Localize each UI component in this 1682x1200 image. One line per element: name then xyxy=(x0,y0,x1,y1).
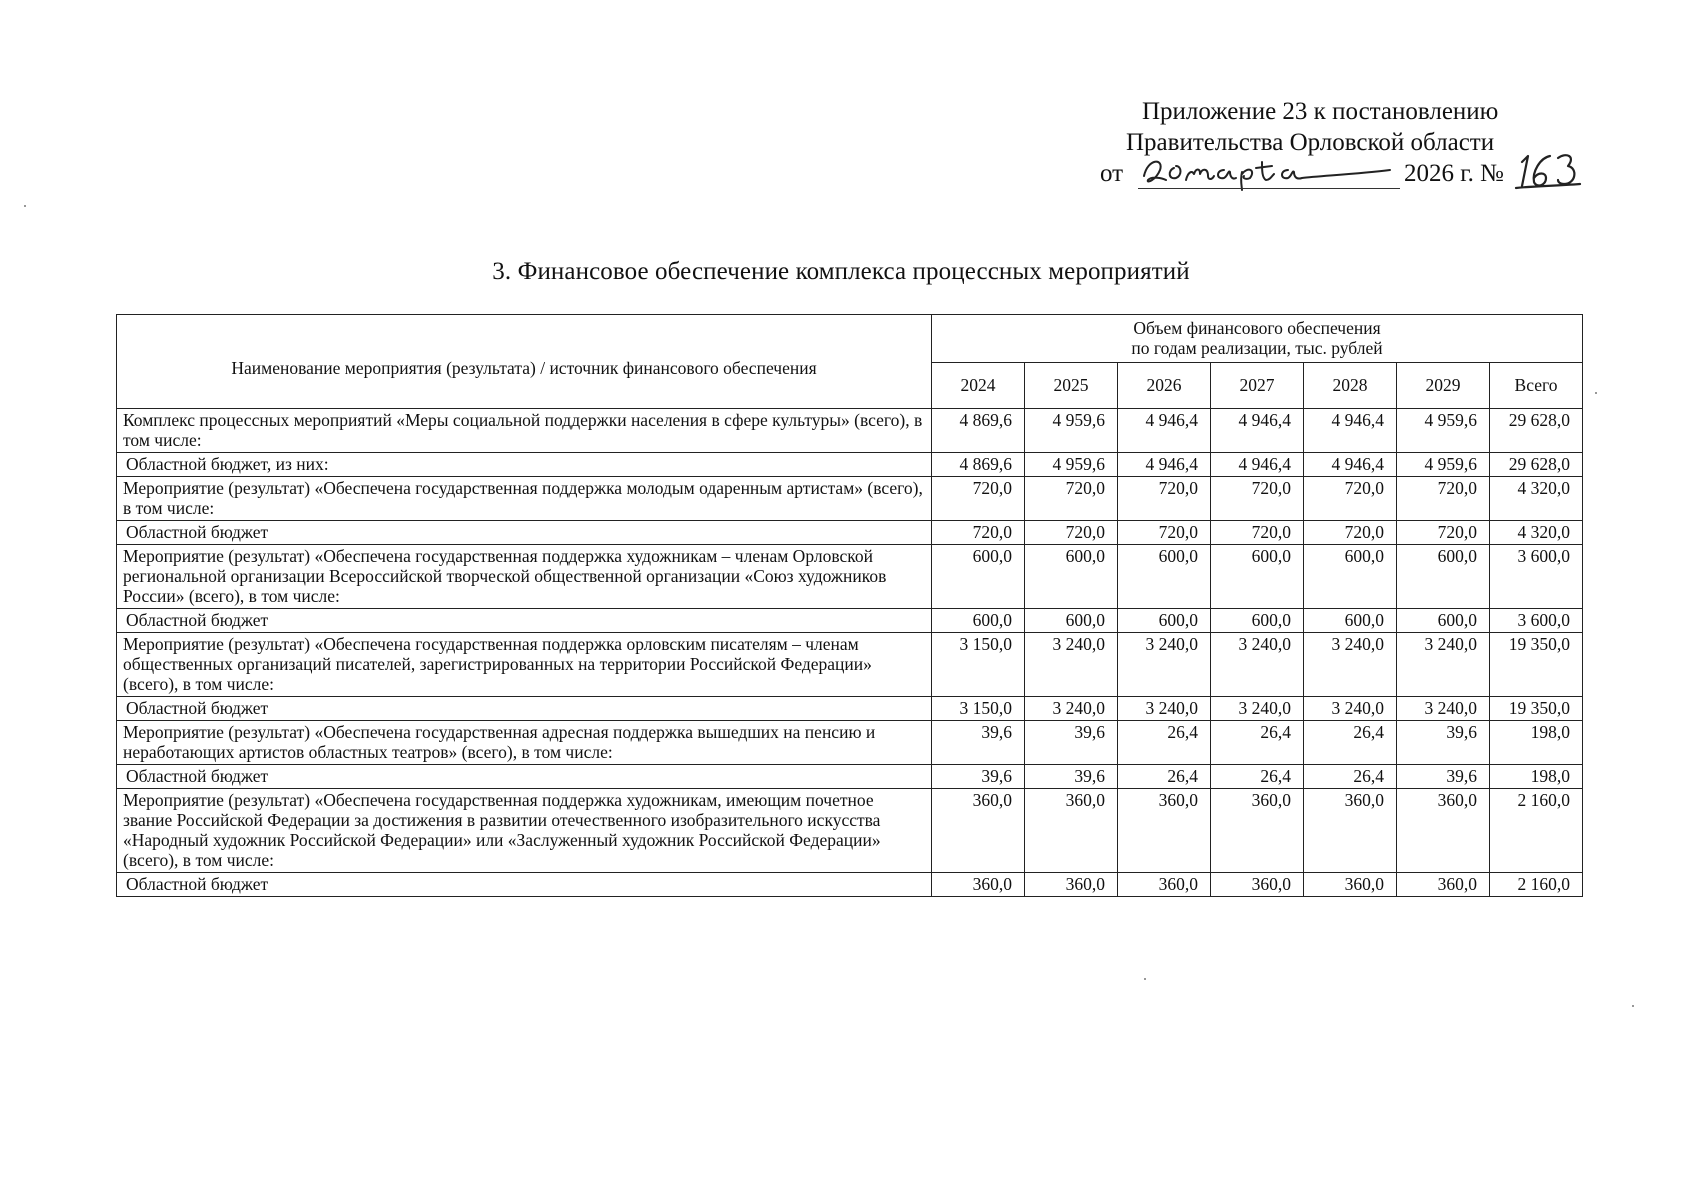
source-row xyxy=(117,521,1583,545)
row-value: 600,0 xyxy=(1118,609,1211,633)
source-row xyxy=(117,873,1583,897)
row-value: 720,0 xyxy=(1025,521,1118,545)
row-name: Мероприятие (результат) «Обеспечена государственная поддержка художникам, имеющим почетное звание Российской Федерации за достижения в развитии отечественного изобразительного искусства «Народный художник Российской Федерации» или «Заслуженный художник Российской Федерации» (всего), в том числе: xyxy=(117,789,932,873)
measure-row xyxy=(117,633,1583,697)
row-value: 600,0 xyxy=(1118,545,1211,609)
row-value: 720,0 xyxy=(1118,477,1211,521)
row-total: 4 320,0 xyxy=(1490,477,1583,521)
year-header: 2025 xyxy=(1025,363,1118,409)
source-row xyxy=(117,609,1583,633)
source-row xyxy=(117,453,1583,477)
row-total: 19 350,0 xyxy=(1490,633,1583,697)
header-line-1: Приложение 23 к постановлению xyxy=(1142,98,1499,125)
header-line-2: Правительства Орловской области xyxy=(1126,129,1495,156)
measure-row xyxy=(117,477,1583,521)
row-value: 3 150,0 xyxy=(932,633,1025,697)
scan-speck xyxy=(1595,392,1597,394)
row-value: 4 959,6 xyxy=(1025,453,1118,477)
handwritten-date xyxy=(1138,146,1398,192)
header-ot: от xyxy=(1100,160,1124,187)
row-value: 360,0 xyxy=(1211,873,1304,897)
row-value: 360,0 xyxy=(1304,873,1397,897)
row-name: Областной бюджет xyxy=(117,765,932,789)
volume-header-line-2: по годам реализации, тыс. рублей xyxy=(1131,338,1383,358)
row-value: 4 946,4 xyxy=(1304,409,1397,453)
row-name: Областной бюджет xyxy=(117,521,932,545)
row-value: 360,0 xyxy=(1397,789,1490,873)
row-value: 4 959,6 xyxy=(1025,409,1118,453)
row-value: 600,0 xyxy=(1304,609,1397,633)
year-header: 2024 xyxy=(932,363,1025,409)
row-value: 3 240,0 xyxy=(1397,633,1490,697)
volume-header xyxy=(932,315,1583,363)
row-value: 360,0 xyxy=(1211,789,1304,873)
total-header: Всего xyxy=(1490,363,1583,409)
row-value: 360,0 xyxy=(1304,789,1397,873)
row-value: 4 869,6 xyxy=(932,453,1025,477)
row-value: 26,4 xyxy=(1118,721,1211,765)
row-value: 3 240,0 xyxy=(1025,697,1118,721)
financing-table xyxy=(116,314,1583,897)
row-name: Областной бюджет xyxy=(117,609,932,633)
row-value: 720,0 xyxy=(932,477,1025,521)
row-value: 360,0 xyxy=(932,873,1025,897)
row-value: 720,0 xyxy=(1025,477,1118,521)
table-header-row xyxy=(117,315,1583,363)
scan-speck xyxy=(24,205,26,207)
row-value: 3 240,0 xyxy=(1211,633,1304,697)
scan-speck xyxy=(1632,1005,1634,1007)
source-row xyxy=(117,765,1583,789)
row-name: Мероприятие (результат) «Обеспечена государственная поддержка молодым одаренным артистам» (всего), в том числе: xyxy=(117,477,932,521)
header-year: 2026 г. xyxy=(1404,160,1474,187)
row-value: 720,0 xyxy=(1304,521,1397,545)
header-number-sign: № xyxy=(1480,160,1504,187)
row-name: Мероприятие (результат) «Обеспечена государственная адресная поддержка вышедших на пенсию и неработающих артистов областных театров» (всего), в том числе: xyxy=(117,721,932,765)
row-total: 3 600,0 xyxy=(1490,609,1583,633)
row-value: 39,6 xyxy=(1025,765,1118,789)
table-body xyxy=(117,409,1583,897)
row-value: 600,0 xyxy=(1025,545,1118,609)
row-value: 4 946,4 xyxy=(1211,453,1304,477)
row-name: Областной бюджет, из них: xyxy=(117,453,932,477)
measure-row xyxy=(117,409,1583,453)
row-value: 26,4 xyxy=(1211,721,1304,765)
scan-speck xyxy=(1144,978,1146,980)
row-value: 4 946,4 xyxy=(1211,409,1304,453)
row-value: 26,4 xyxy=(1211,765,1304,789)
year-header: 2028 xyxy=(1304,363,1397,409)
row-value: 720,0 xyxy=(1118,521,1211,545)
row-total: 198,0 xyxy=(1490,721,1583,765)
row-name: Комплекс процессных мероприятий «Меры социальной поддержки населения в сфере культуры» (всего), в том числе: xyxy=(117,409,932,453)
section-title: 3. Финансовое обеспечение комплекса процессных мероприятий xyxy=(492,258,1190,285)
row-value: 600,0 xyxy=(932,545,1025,609)
document-header xyxy=(1100,96,1600,192)
row-value: 4 959,6 xyxy=(1397,409,1490,453)
row-name: Областной бюджет xyxy=(117,697,932,721)
row-value: 26,4 xyxy=(1304,765,1397,789)
date-underline xyxy=(1138,188,1400,189)
year-header: 2029 xyxy=(1397,363,1490,409)
row-value: 720,0 xyxy=(1304,477,1397,521)
row-value: 39,6 xyxy=(932,765,1025,789)
row-value: 26,4 xyxy=(1304,721,1397,765)
row-value: 39,6 xyxy=(1025,721,1118,765)
row-value: 3 240,0 xyxy=(1118,697,1211,721)
row-value: 360,0 xyxy=(932,789,1025,873)
row-value: 3 240,0 xyxy=(1118,633,1211,697)
row-value: 720,0 xyxy=(1397,477,1490,521)
source-row xyxy=(117,697,1583,721)
row-total: 4 320,0 xyxy=(1490,521,1583,545)
measure-row xyxy=(117,721,1583,765)
row-value: 600,0 xyxy=(1397,609,1490,633)
row-total: 2 160,0 xyxy=(1490,873,1583,897)
measure-row xyxy=(117,545,1583,609)
row-value: 600,0 xyxy=(932,609,1025,633)
row-value: 39,6 xyxy=(932,721,1025,765)
row-value: 720,0 xyxy=(1397,521,1490,545)
row-value: 3 150,0 xyxy=(932,697,1025,721)
year-header: 2026 xyxy=(1118,363,1211,409)
row-value: 3 240,0 xyxy=(1304,633,1397,697)
row-value: 4 946,4 xyxy=(1304,453,1397,477)
row-value: 720,0 xyxy=(1211,521,1304,545)
volume-header-line-1: Объем финансового обеспечения xyxy=(1133,318,1381,338)
row-value: 600,0 xyxy=(1211,609,1304,633)
row-value: 4 869,6 xyxy=(932,409,1025,453)
row-name: Областной бюджет xyxy=(117,873,932,897)
row-name: Мероприятие (результат) «Обеспечена государственная поддержка орловским писателям – членам общественных организаций писателей, зарегистрированных на территории Российской Федерации» (всего), в том числе: xyxy=(117,633,932,697)
row-total: 29 628,0 xyxy=(1490,453,1583,477)
row-value: 600,0 xyxy=(1025,609,1118,633)
row-total: 29 628,0 xyxy=(1490,409,1583,453)
row-total: 198,0 xyxy=(1490,765,1583,789)
row-value: 360,0 xyxy=(1025,873,1118,897)
handwritten-number xyxy=(1514,148,1584,192)
row-value: 39,6 xyxy=(1397,765,1490,789)
row-total: 3 600,0 xyxy=(1490,545,1583,609)
header-line-3 xyxy=(1100,158,1600,192)
row-value: 360,0 xyxy=(1118,789,1211,873)
row-value: 600,0 xyxy=(1304,545,1397,609)
row-value: 3 240,0 xyxy=(1397,697,1490,721)
row-value: 360,0 xyxy=(1025,789,1118,873)
row-value: 26,4 xyxy=(1118,765,1211,789)
row-value: 720,0 xyxy=(1211,477,1304,521)
row-value: 720,0 xyxy=(932,521,1025,545)
row-total: 2 160,0 xyxy=(1490,789,1583,873)
row-value: 4 959,6 xyxy=(1397,453,1490,477)
row-name: Мероприятие (результат) «Обеспечена государственная поддержка художникам – членам Орловской региональной организации Всероссийской творческой общественной организации «Союз художников России» (всего), в том числе: xyxy=(117,545,932,609)
year-header: 2027 xyxy=(1211,363,1304,409)
row-value: 4 946,4 xyxy=(1118,409,1211,453)
row-value: 3 240,0 xyxy=(1304,697,1397,721)
row-value: 360,0 xyxy=(1118,873,1211,897)
name-column-header: Наименование мероприятия (результата) / источник финансового обеспечения xyxy=(117,315,932,409)
row-value: 600,0 xyxy=(1397,545,1490,609)
row-value: 3 240,0 xyxy=(1025,633,1118,697)
row-value: 39,6 xyxy=(1397,721,1490,765)
row-value: 3 240,0 xyxy=(1211,697,1304,721)
row-value: 360,0 xyxy=(1397,873,1490,897)
row-total: 19 350,0 xyxy=(1490,697,1583,721)
measure-row xyxy=(117,789,1583,873)
row-value: 4 946,4 xyxy=(1118,453,1211,477)
row-value: 600,0 xyxy=(1211,545,1304,609)
